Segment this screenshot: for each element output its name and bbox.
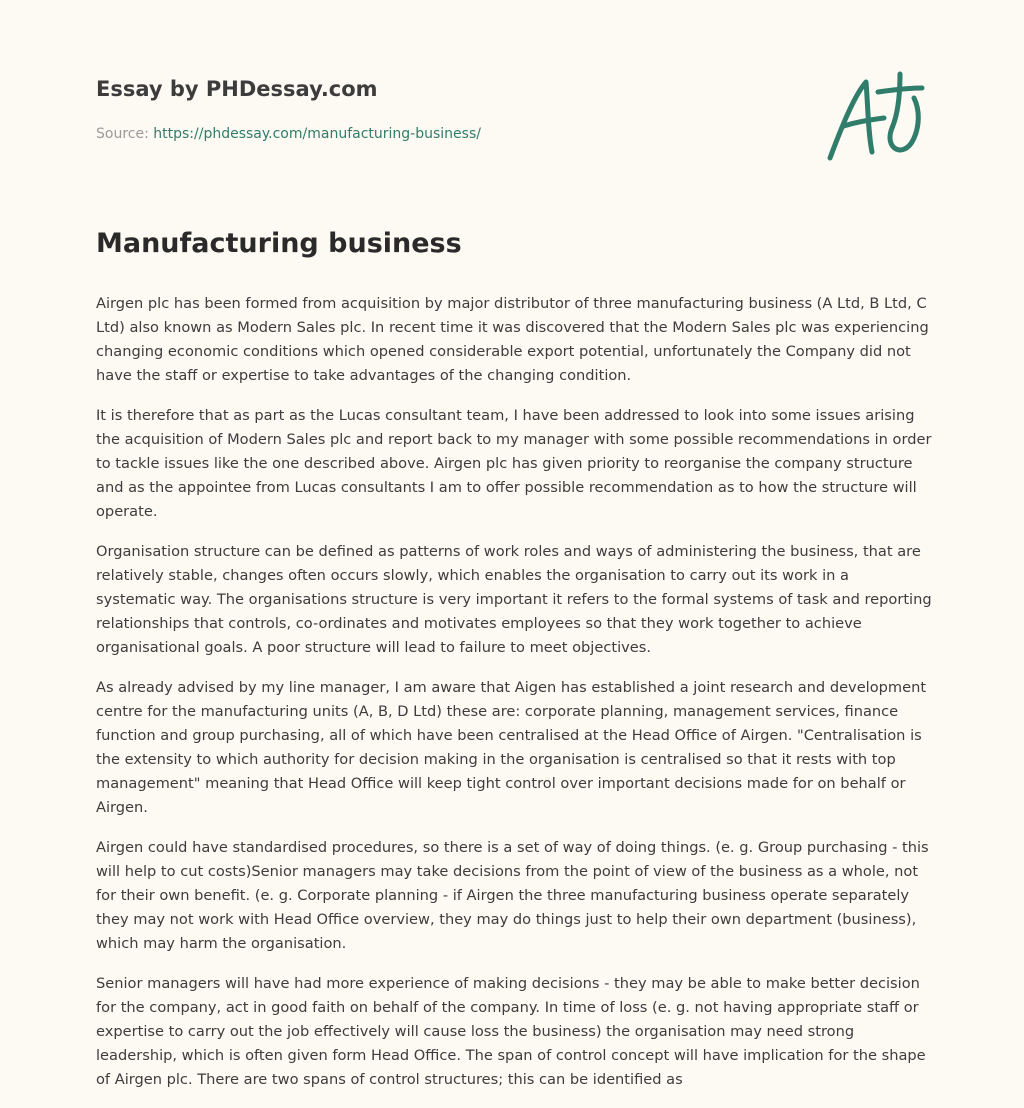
article bbox=[96, 224, 932, 1108]
article-paragraph: Airgen plc has been formed from acquisition by major distributor of three manufacturing business (A Ltd, B Ltd, C Ltd) also known as Modern Sales plc. In recent time it was discovered that the Modern Sales plc was experiencing changing economic conditions which opened considerable export potential, unfortunately the Company did not have the staff or expertise to take advantages of the changing condition. bbox=[96, 295, 929, 384]
article-paragraph: Senior managers will have had more experience of making decisions - they may be able to make better decision for the company, act in good faith on behalf of the company. In time of loss (e. g. not having appropriate staff or expertise to carry out the job effectively will cause loss the business) the organisation may need strong leadership, which is often given form Head Office. The span of control concept will have implication for the shape of Airgen plc. There are two spans of control structures; this can be identified as bbox=[96, 975, 926, 1088]
article-paragraph: Airgen could have standardised procedures, so there is a set of way of doing things. (e. g. Group purchasing - this will help to cut costs)Senior managers may take decisions from the point of view of the business as a whole, not for their own benefit. (e. g. Corporate planning - if Airgen the three manufacturing business operate separately they may not work with Head Office overview, they may do things just to help their own department (business), which may harm the organisation. bbox=[96, 839, 929, 952]
source-line bbox=[96, 124, 796, 144]
source-link[interactable]: https://phdessay.com/manufacturing-business/ bbox=[153, 126, 481, 142]
article-title: Manufacturing business bbox=[96, 228, 462, 259]
site-brand: Essay by PHDessay.com bbox=[96, 77, 378, 101]
article-paragraph: It is therefore that as part as the Lucas consultant team, I have been addressed to look into some issues arising the acquisition of Modern Sales plc and report back to my manager with some possible recommendations in order to tackle issues like the one described above. Airgen plc has given priority to reorganise the company structure and as the appointee from Lucas consultants I am to offer possible recommendation as to how the structure will operate. bbox=[96, 407, 932, 520]
essay-header bbox=[96, 74, 796, 144]
a-plus-grade-icon bbox=[822, 66, 928, 166]
source-label: Source: bbox=[96, 126, 154, 142]
article-paragraph: As already advised by my line manager, I am aware that Aigen has established a joint research and development centre for the manufacturing units (A, B, D Ltd) these are: corporate planning, management services, finance function and group purchasing, all of which have been centralised at the Head Office of Airgen. "Centralisation is the extensity to which authority for decision making in the organisation is centralised so that it rests with top management" meaning that Head Office will keep tight control over important decisions made for on behalf or Airgen. bbox=[96, 679, 927, 816]
article-paragraph: Organisation structure can be defined as patterns of work roles and ways of administering the business, that are relatively stable, changes often occurs slowly, which enables the organisation to carry out its work in a systematic way. The organisations structure is very important it refers to the formal systems of task and reporting relationships that controls, co-ordinates and motivates employees so that they work together to achieve organisational goals. A poor structure will lead to failure to meet objectives. bbox=[96, 543, 932, 656]
